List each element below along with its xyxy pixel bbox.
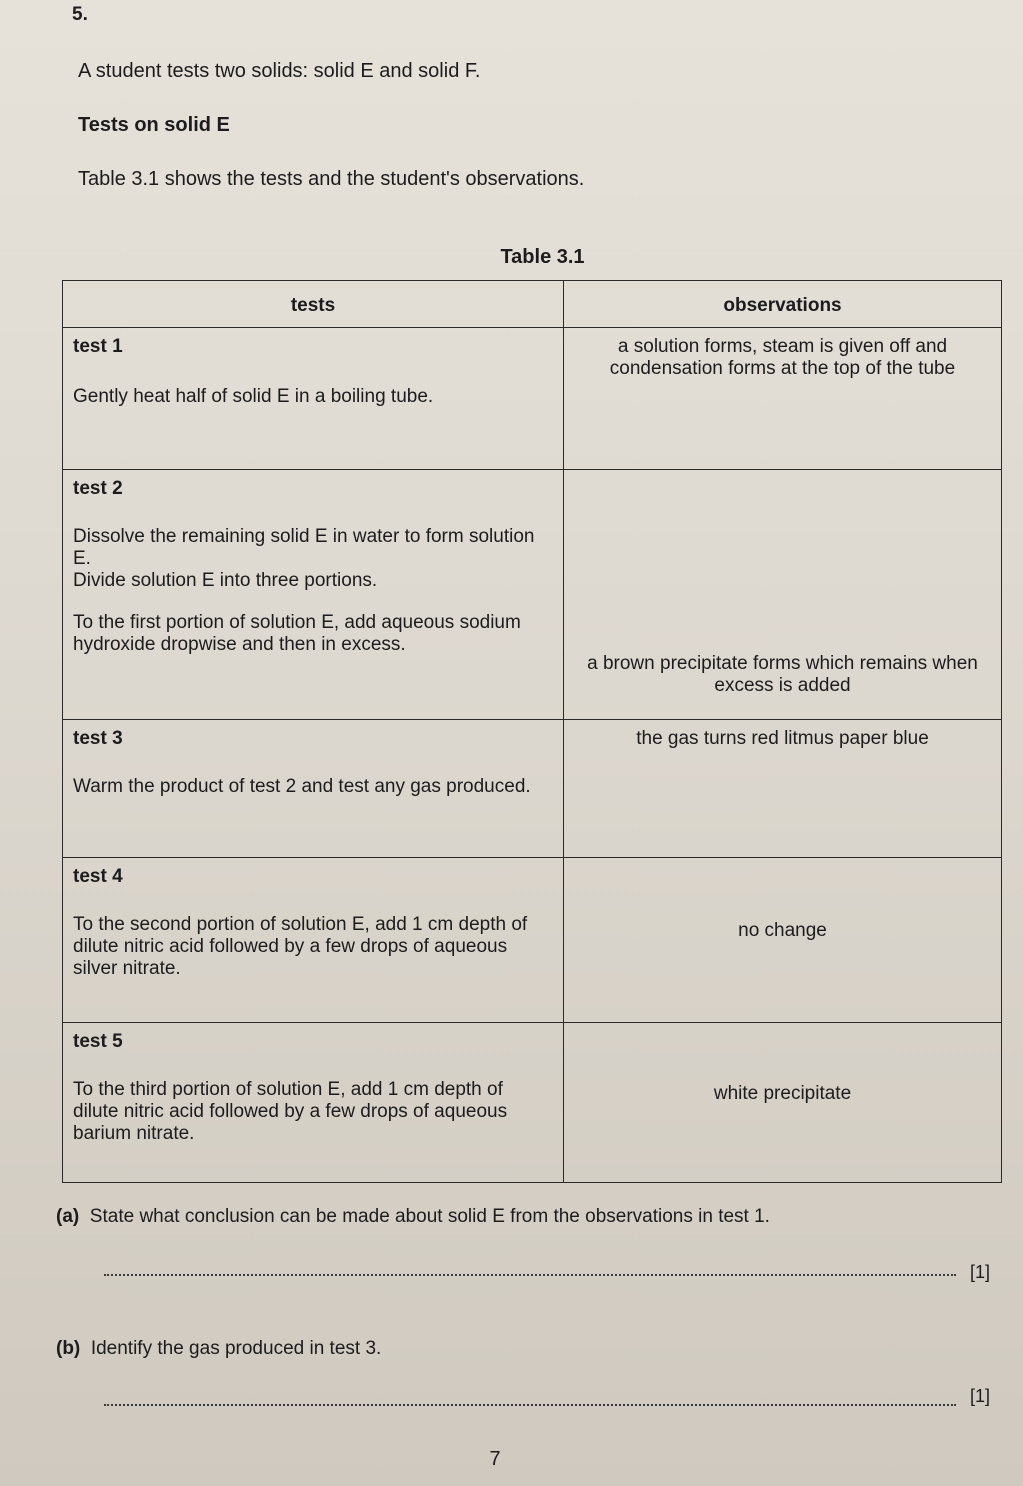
table-header-row [63,281,1002,328]
test-text: Warm the product of test 2 and test any gas produced. [73,776,531,797]
marks-a: [1] [970,1262,991,1282]
test-cell [63,470,564,720]
test-name: test 4 [73,866,123,887]
question-a-label: (a) [56,1206,80,1227]
table-row [63,720,1002,858]
page-number: 7 [489,1448,501,1470]
spacer [73,592,553,612]
intro-text: A student tests two solids: solid E and solid F. [78,60,481,82]
observation-cell: a brown precipitate forms which remains when excess is added [564,470,1002,720]
observation-cell: the gas turns red litmus paper blue [564,720,1002,858]
answer-line-a[interactable] [104,1274,956,1276]
table-title: Table 3.1 [500,246,585,268]
question-number: 5. [72,4,88,25]
question-b [56,1338,381,1360]
table-row [63,858,1002,1023]
table-row [63,328,1002,470]
test-name: test 5 [73,1031,123,1052]
table-row [63,470,1002,720]
question-b-text: Identify the gas produced in test 3. [90,1338,382,1359]
test-cell [63,720,564,858]
subheading: Tests on solid E [78,114,230,136]
table-intro: Table 3.1 shows the tests and the student's observations. [78,168,585,190]
tests-table [62,280,1002,1183]
test-cell [63,858,564,1023]
observation-cell: no change [564,858,1002,1023]
test-cell [63,328,564,470]
observation-cell: a solution forms, steam is given off and condensation forms at the top of the tube [564,328,1002,470]
test-name: test 2 [73,478,123,499]
test-text: Dissolve the remaining solid E in water to form solution E. [73,526,535,569]
header-tests: tests [63,281,564,328]
test-text: Divide solution E into three portions. [73,570,378,591]
test-cell [63,1023,564,1183]
observation-cell: white precipitate [564,1023,1002,1183]
test-text: Gently heat half of solid E in a boiling tube. [73,386,434,407]
question-a [56,1206,770,1228]
question-a-text: State what conclusion can be made about solid E from the observations in test 1. [89,1206,770,1227]
test-name: test 3 [73,728,123,749]
question-b-label: (b) [56,1338,81,1359]
test-text: To the first portion of solution E, add aqueous sodium hydroxide dropwise and then in excess. [73,612,521,655]
answer-line-b[interactable] [104,1404,956,1406]
table-row [63,1023,1002,1183]
test-text: To the second portion of solution E, add 1 cm depth of dilute nitric acid followed by a few drops of aqueous silver nitrate. [73,914,528,979]
test-text: To the third portion of solution E, add 1 cm depth of dilute nitric acid followed by a few drops of aqueous barium nitrate. [73,1079,508,1144]
marks-b: [1] [970,1386,991,1406]
header-observations: observations [564,281,1002,328]
test-name: test 1 [73,336,123,357]
